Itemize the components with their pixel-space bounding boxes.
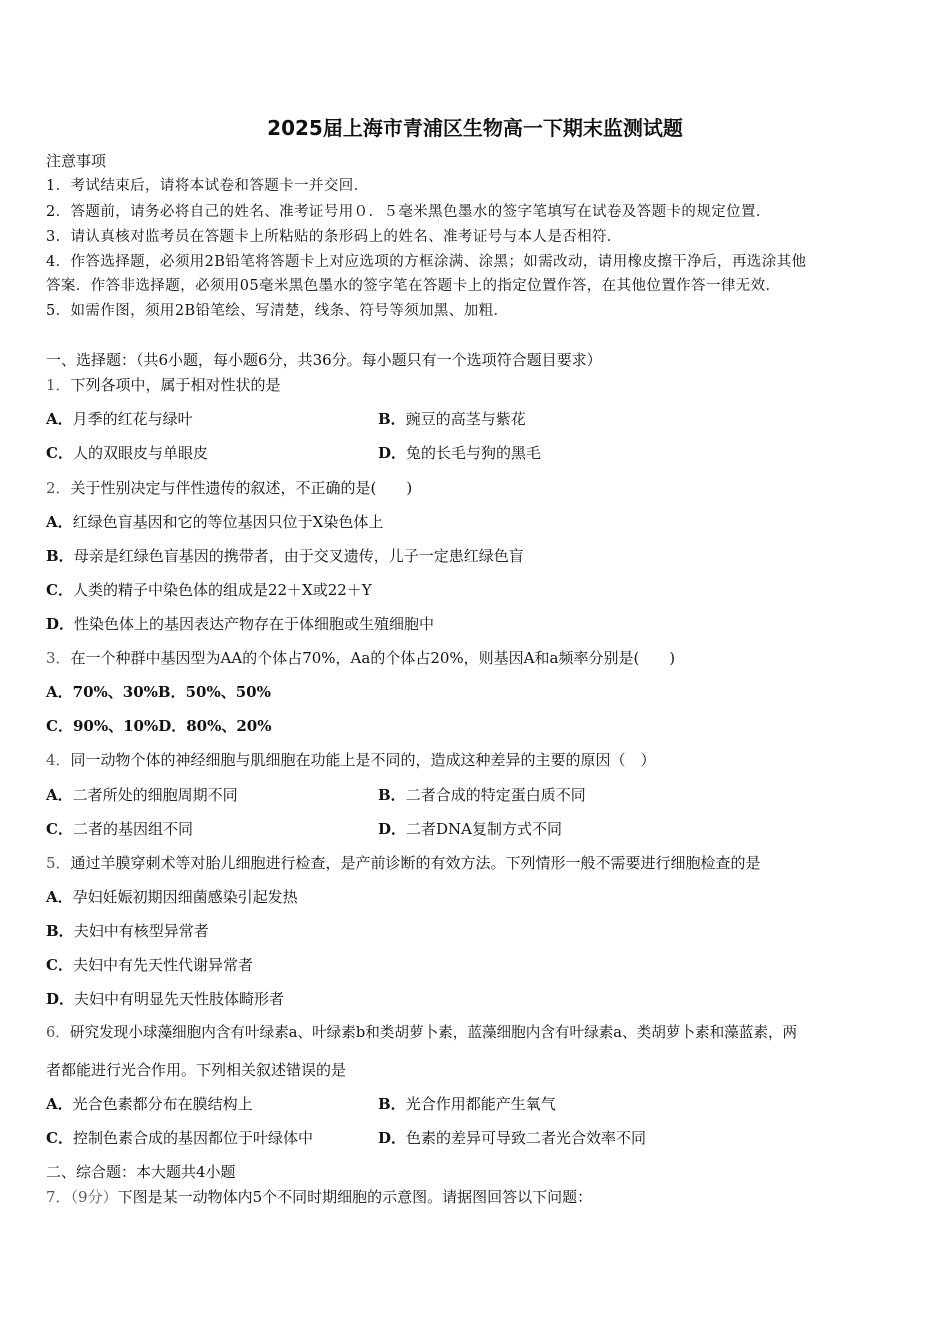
option-b	[378, 409, 526, 429]
option-text: 兔的长毛与狗的黑毛	[406, 444, 542, 462]
option-c	[46, 955, 253, 975]
option-letter: D．	[378, 444, 407, 462]
option-text: 月季的红花与绿叶	[72, 410, 193, 428]
question-2	[46, 478, 412, 498]
option-letter: B．	[378, 1095, 406, 1113]
option-letter: C．	[46, 444, 73, 462]
option-letter: D．	[46, 615, 75, 633]
option-d	[46, 614, 434, 634]
option-text: 二者DNA复制方式不同	[406, 820, 563, 838]
option-ab	[46, 682, 271, 702]
question-stem: 研究发现小球藻细胞内含有叶绿素a、叶绿素b和类胡萝卜素，蓝藻细胞内含有叶绿素a、类胡萝卜素和藻蓝素，两	[69, 1024, 798, 1041]
option-text: 母亲是红绿色盲基因的携带者，由于交叉遗传，儿子一定患红绿色盲	[73, 547, 524, 565]
option-b	[46, 921, 209, 941]
option-cd	[46, 716, 271, 736]
question-6	[46, 1023, 797, 1043]
option-text: 夫妇中有核型异常者	[73, 922, 209, 940]
option-letter: B．	[46, 547, 74, 565]
option-letter: C．	[46, 956, 73, 974]
question-7	[46, 1187, 592, 1207]
section-heading: 一、选择题：（共6小题，每小题6分，共36分。每小题只有一个选项符合题目要求）	[46, 351, 602, 369]
notice-item: 5．如需作图，须用2B铅笔绘、写清楚，线条、符号等须加黑、加粗．	[46, 303, 509, 319]
question-stem: 下图是某一动物体内5个不同时期细胞的示意图。请据图回答以下问题：	[117, 1188, 593, 1206]
option-text: 夫妇中有明显先天性肢体畸形者	[74, 990, 285, 1008]
page-title: 2025届上海市青浦区生物高一下期末监测试题	[267, 116, 683, 140]
option-letter: A．	[46, 1095, 73, 1113]
option-letter: A．	[46, 513, 73, 531]
question-stem: 在一个种群中基因型为AA的个体占70%，Aa的个体占20%，则基因A和a频率分别是( )	[70, 649, 676, 667]
option-letter: C．	[46, 820, 73, 838]
question-number: 5．	[46, 854, 71, 872]
question-score: （9分）	[70, 1188, 118, 1206]
option-letter: C．	[46, 1129, 73, 1147]
option-letter: D．	[378, 1129, 407, 1147]
option-d	[378, 819, 562, 839]
option-text: 二者合成的特定蛋白质不同	[405, 786, 586, 804]
notice-item: 2．答题前，请务必将自己的姓名、准考证号用０．５毫米黑色墨水的签字笔填写在试卷及答题卡的规定位置．	[46, 204, 771, 220]
option-c	[46, 580, 372, 600]
option-a	[46, 785, 238, 805]
question-number: 3．	[46, 649, 71, 667]
option-letter: B．	[46, 922, 74, 940]
section-heading: 二、综合题：本大题共4小题	[46, 1163, 236, 1181]
option-b	[378, 1094, 556, 1114]
option-text: 光合色素都分布在膜结构上	[72, 1095, 253, 1113]
option-letter: A．	[46, 888, 73, 906]
option-a	[46, 409, 193, 429]
option-a	[46, 887, 298, 907]
question-number: 7．	[46, 1188, 71, 1206]
option-c	[46, 819, 193, 839]
option-letter: B．	[378, 410, 406, 428]
option-c	[46, 443, 208, 463]
question-1	[46, 375, 281, 395]
option-letter: C．	[46, 581, 73, 599]
option-letter: A．	[46, 786, 73, 804]
notice-item: 1．考试结束后，请将本试卷和答题卡一并交回．	[46, 178, 369, 194]
option-text: 色素的差异可导致二者光合效率不同	[406, 1129, 647, 1147]
question-number: 1．	[46, 376, 71, 394]
option-text: 70%、30%B．50%、50%	[72, 683, 271, 701]
question-stem: 下列各项中，属于相对性状的是	[70, 376, 281, 394]
option-text: 孕妇妊娠初期因细菌感染引起发热	[72, 888, 298, 906]
notice-item: 4．作答选择题，必须用2B铅笔将答题卡上对应选项的方框涂满、涂黑；如需改动，请用橡皮擦干净后，再选涂其他	[46, 254, 807, 270]
option-b	[46, 546, 524, 566]
option-text: 控制色素合成的基因都位于叶绿体中	[72, 1129, 313, 1147]
option-letter: D．	[46, 990, 75, 1008]
option-letter: A．	[46, 683, 73, 701]
option-text: 90%、10%D．80%、20%	[72, 717, 272, 735]
question-number: 6．	[46, 1024, 70, 1041]
option-text: 二者所处的细胞周期不同	[72, 786, 238, 804]
question-4	[46, 750, 656, 770]
option-letter: D．	[378, 820, 407, 838]
question-stem-continued: 者都能进行光合作用。下列相关叙述错误的是	[46, 1061, 347, 1079]
option-b	[378, 785, 586, 805]
option-text: 人的双眼皮与单眼皮	[72, 444, 208, 462]
option-a	[46, 1094, 253, 1114]
option-letter: C．	[46, 717, 73, 735]
option-a	[46, 512, 383, 532]
option-text: 二者的基因组不同	[72, 820, 193, 838]
notice-heading: 注意事项	[46, 152, 107, 170]
option-letter: A．	[46, 410, 73, 428]
notice-item: 3．请认真核对监考员在答题卡上所粘贴的条形码上的姓名、准考证号与本人是否相符．	[46, 229, 622, 245]
notice-item: 答案．作答非选择题，必须用05毫米黑色墨水的签字笔在答题卡上的指定位置作答，在其他位置作答一律无效．	[46, 278, 781, 294]
option-text: 性染色体上的基因表达产物存在于体细胞或生殖细胞中	[74, 615, 435, 633]
option-text: 红绿色盲基因和它的等位基因只位于X染色体上	[72, 513, 384, 531]
question-stem: 同一动物个体的神经细胞与肌细胞在功能上是不同的，造成这种差异的主要的原因（ ）	[70, 751, 656, 769]
option-d	[378, 443, 541, 463]
question-number: 2．	[46, 479, 71, 497]
question-5	[46, 853, 761, 873]
option-letter: B．	[378, 786, 406, 804]
question-3	[46, 648, 675, 668]
question-stem: 通过羊膜穿刺术等对胎儿细胞进行检查，是产前诊断的有效方法。下列情形一般不需要进行细胞检查的是	[70, 854, 761, 872]
option-d	[46, 989, 284, 1009]
option-text: 豌豆的高茎与紫花	[405, 410, 526, 428]
option-text: 人类的精子中染色体的组成是22＋X或22＋Y	[72, 581, 372, 599]
option-text: 夫妇中有先天性代谢异常者	[72, 956, 253, 974]
question-number: 4．	[46, 751, 71, 769]
option-c	[46, 1128, 313, 1148]
question-stem: 关于性别决定与伴性遗传的叙述，不正确的是( )	[70, 479, 413, 497]
option-text: 光合作用都能产生氧气	[405, 1095, 556, 1113]
option-d	[378, 1128, 646, 1148]
